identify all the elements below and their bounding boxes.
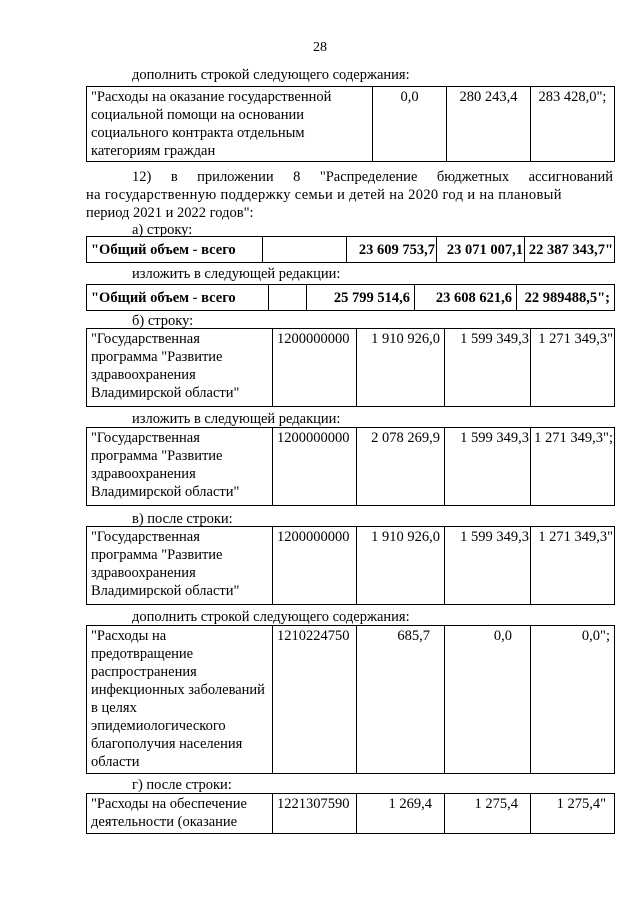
value-2022: 1 271 349,3"; xyxy=(531,428,615,506)
paragraph-12-line-3: период 2021 и 2022 годов": xyxy=(86,205,254,221)
value-2020: 2 078 269,9 xyxy=(357,428,445,506)
table-row xyxy=(87,329,615,407)
row-name: "Расходы на обеспечение деятельности (оказание xyxy=(87,794,273,834)
instruction-edit-2: изложить в следующей редакции: xyxy=(132,411,341,427)
table-row xyxy=(87,626,615,774)
table-row xyxy=(87,285,615,311)
value-2021: 1 275,4 xyxy=(445,794,531,834)
table-social-aid xyxy=(86,86,615,162)
value-2021: 1 599 349,3 xyxy=(445,428,531,506)
table-total-old xyxy=(86,236,615,263)
value-2022: 1 275,4" xyxy=(531,794,615,834)
word: приложении xyxy=(197,169,274,185)
label-b: б) строку: xyxy=(132,313,194,329)
word: в xyxy=(170,169,178,185)
table-program-new xyxy=(86,427,615,506)
instruction-edit-1: изложить в следующей редакции: xyxy=(132,266,341,282)
row-name: "Расходы на оказание государственной социальной помощи на основании социального контракта отдельным категориям граждан xyxy=(87,87,373,162)
word: "Распределение xyxy=(319,169,418,185)
value-2021: 23 608 621,6 xyxy=(415,285,517,311)
row-code xyxy=(269,285,307,311)
value-2020: 1 269,4 xyxy=(357,794,445,834)
table-support xyxy=(86,793,615,834)
paragraph-12-line-2: на государственную поддержку семьи и детей на 2020 год и на плановый xyxy=(86,187,562,203)
value-2021: 1 599 349,3 xyxy=(445,527,531,605)
value-2020: 25 799 514,6 xyxy=(307,285,415,311)
instruction-add-row-2: дополнить строкой следующего содержания: xyxy=(132,609,410,625)
value-2020: 23 609 753,7 xyxy=(347,237,437,263)
page-number: 28 xyxy=(313,40,327,55)
value-2021: 1 599 349,3 xyxy=(445,329,531,407)
row-name: "Общий объем - всего xyxy=(87,237,263,263)
value-2020: 1 910 926,0 xyxy=(357,527,445,605)
table-row xyxy=(87,794,615,834)
row-code xyxy=(263,237,347,263)
value-2022: 0,0"; xyxy=(531,626,615,774)
value-2020: 685,7 xyxy=(357,626,445,774)
value-2021: 0,0 xyxy=(445,626,531,774)
value-2020: 1 910 926,0 xyxy=(357,329,445,407)
word: бюджетных xyxy=(436,169,510,185)
row-code: 1200000000 xyxy=(273,329,357,407)
label-v: в) после строки: xyxy=(132,511,233,527)
label-a: а) строку: xyxy=(132,222,193,238)
table-program-after xyxy=(86,526,615,605)
value-2021: 23 071 007,1 xyxy=(437,237,525,263)
value-2022: 1 271 349,3" xyxy=(531,527,615,605)
row-name: "Государственная программа "Развитие здравоохранения Владимирской области" xyxy=(87,329,273,407)
word: 8 xyxy=(293,169,301,185)
table-program-old xyxy=(86,328,615,407)
table-row xyxy=(87,428,615,506)
label-g: г) после строки: xyxy=(132,777,232,793)
row-code: 1200000000 xyxy=(273,428,357,506)
row-code: 1221307590 xyxy=(273,794,357,834)
value-2022: 22 989488,5"; xyxy=(517,285,615,311)
value-2020: 0,0 xyxy=(373,87,447,162)
word: 12) xyxy=(132,169,152,185)
row-name: "Государственная программа "Развитие здравоохранения Владимирской области" xyxy=(87,527,273,605)
row-code: 1210224750 xyxy=(273,626,357,774)
table-row xyxy=(87,87,615,162)
table-total-new xyxy=(86,284,615,311)
table-row xyxy=(87,237,615,263)
word: ассигнований xyxy=(528,169,613,185)
value-2022: 1 271 349,3" xyxy=(531,329,615,407)
instruction-add-row-1: дополнить строкой следующего содержания: xyxy=(132,67,410,83)
value-2022: 22 387 343,7" xyxy=(525,237,615,263)
value-2022: 283 428,0"; xyxy=(531,87,615,162)
table-row xyxy=(87,527,615,605)
table-infection xyxy=(86,625,615,774)
value-2021: 280 243,4 xyxy=(447,87,531,162)
row-code: 1200000000 xyxy=(273,527,357,605)
row-name: "Расходы на предотвращение распространения инфекционных заболеваний в целях эпидемиологического благополучия населения области xyxy=(87,626,273,774)
row-name: "Общий объем - всего xyxy=(87,285,269,311)
row-name: "Государственная программа "Развитие здравоохранения Владимирской области" xyxy=(87,428,273,506)
paragraph-12-line-1 xyxy=(132,168,613,186)
